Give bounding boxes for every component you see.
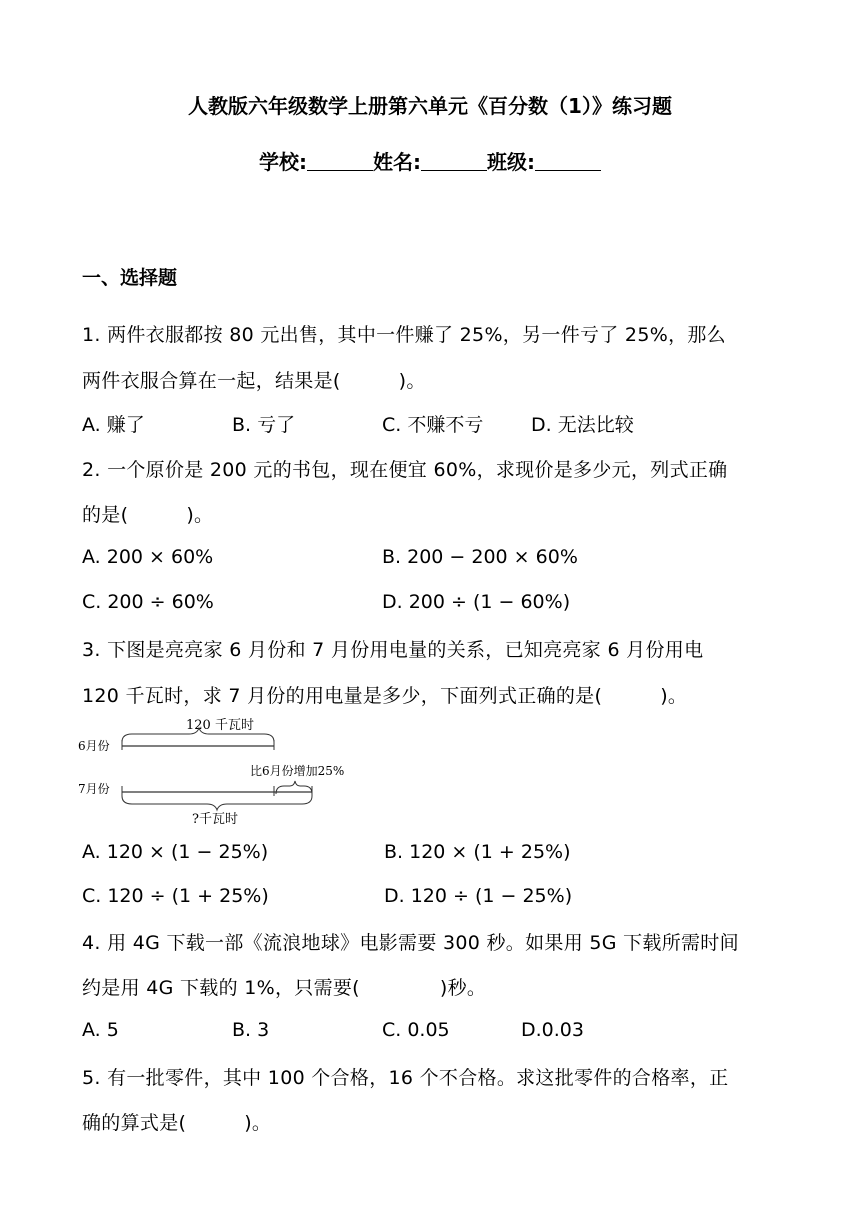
q2-line2 [82, 500, 782, 527]
q2-stem-end: )。 [186, 504, 214, 526]
q4-option-d: D.0.03 [521, 1019, 584, 1041]
school-label: 学校: [259, 150, 307, 174]
q3-stem-end: )。 [660, 685, 688, 707]
q2-option-c: C. 200 ÷ 60% [82, 591, 214, 613]
q1-stem-end: )。 [398, 370, 426, 392]
q4-option-c: C. 0.05 [382, 1019, 450, 1041]
page-title: 人教版六年级数学上册第六单元《百分数（1）》练习题 [188, 94, 672, 118]
school-blank [307, 152, 373, 171]
q4-option-b: B. 3 [232, 1019, 270, 1041]
section-heading: 一、选择题 [82, 267, 178, 289]
q3-option-c: C. 120 ÷ (1 + 25%) [82, 885, 269, 907]
q3-stem: 120 千瓦时，求 7 月份的用电量是多少，下面列式正确的是( [82, 685, 603, 707]
q2-stem: 的是( [82, 504, 129, 526]
july-brace [122, 796, 312, 810]
q5-line1: 5. 有一批零件，其中 100 个合格，16 个不合格。求这批零件的合格率，正 [82, 1067, 729, 1089]
q3-option-b: B. 120 × (1 + 25%) [384, 841, 571, 863]
q1-line1: 1. 两件衣服都按 80 元出售，其中一件赚了 25%，另一件亏了 25%，那么 [82, 324, 726, 346]
q5-stem: 确的算式是( [82, 1112, 187, 1134]
q4-line2 [82, 973, 782, 1000]
q2-option-d: D. 200 ÷ (1 − 60%) [382, 591, 571, 613]
class-label: 班级: [487, 150, 535, 174]
q3-line1: 3. 下图是亮亮家 6 月份和 7 月份用电量的关系，已知亮亮家 6 月份用电 [82, 639, 704, 661]
electricity-diagram [76, 712, 376, 828]
diagram-increase-label: 比6月份增加25% [250, 764, 345, 778]
class-blank [535, 152, 601, 171]
q1-option-c: C. 不赚不亏 [382, 414, 484, 436]
q4-line1: 4. 用 4G 下载一部《流浪地球》电影需要 300 秒。如果用 5G 下载所需时间 [82, 932, 739, 954]
q3-line2 [82, 681, 782, 708]
q1-option-a: A. 赚了 [82, 414, 145, 436]
diagram-bottom-label: ?千瓦时 [192, 812, 238, 827]
q3-option-a: A. 120 × (1 − 25%) [82, 841, 269, 863]
q1-stem: 两件衣服合算在一起，结果是( [82, 370, 341, 392]
q1-line2 [82, 366, 782, 393]
q2-option-b: B. 200 − 200 × 60% [382, 546, 578, 568]
name-blank [421, 152, 487, 171]
q3-option-d: D. 120 ÷ (1 − 25%) [384, 885, 573, 907]
diagram-row2-label: 7月份 [78, 782, 110, 796]
q2-option-a: A. 200 × 60% [82, 546, 214, 568]
student-info [0, 146, 860, 175]
q1-option-d: D. 无法比较 [531, 414, 634, 436]
q4-stem: 约是用 4G 下载的 1%，只需要( [82, 977, 360, 999]
diagram-top-label: 120 千瓦时 [186, 718, 254, 733]
q1-option-b: B. 亏了 [232, 414, 296, 436]
name-label: 姓名: [373, 150, 421, 174]
diagram-row1-label: 6月份 [78, 739, 110, 753]
q2-line1: 2. 一个原价是 200 元的书包，现在便宜 60%，求现价是多少元，列式正确 [82, 459, 728, 481]
q5-stem-end: )。 [244, 1112, 272, 1134]
q5-line2 [82, 1108, 782, 1135]
q4-option-a: A. 5 [82, 1019, 119, 1041]
q4-stem-end: )秒。 [439, 977, 487, 999]
